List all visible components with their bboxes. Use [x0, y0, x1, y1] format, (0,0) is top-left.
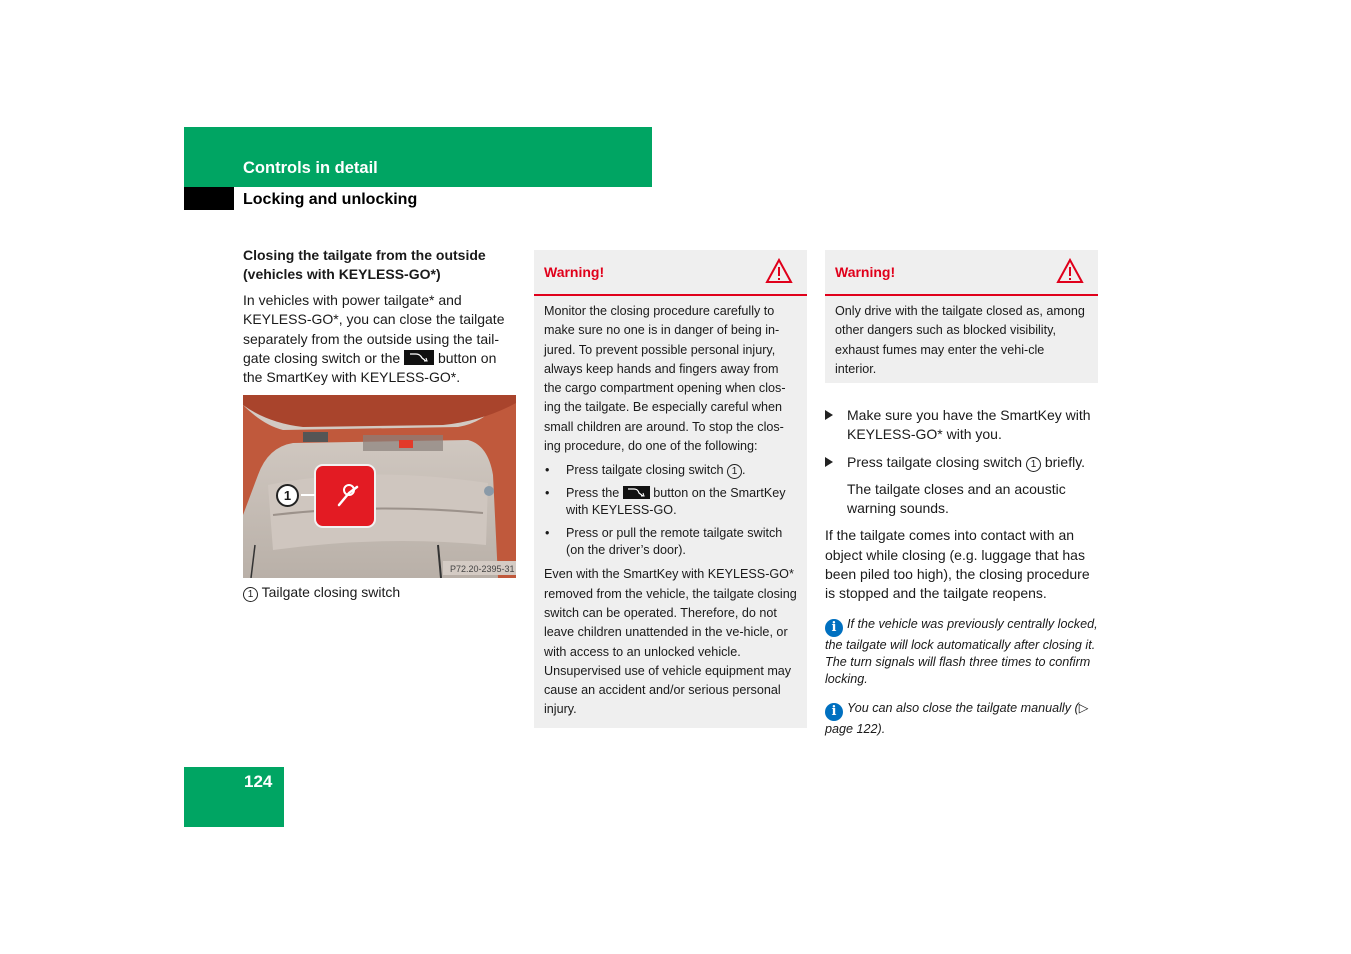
bullet1-number: 1 — [727, 464, 742, 479]
warning-box-2 — [825, 250, 1098, 383]
info-note-1 — [825, 616, 1100, 688]
step2-text: Press tailgate closing switch — [847, 453, 1023, 470]
section-heading-line1: Closing the tailgate from the outside — [243, 247, 486, 263]
left-column — [243, 246, 516, 602]
caption-number: 1 — [243, 587, 258, 602]
warning-header-2 — [825, 250, 1098, 296]
warning-text-2: Only drive with the tailgate closed as, among other dangers such as blocked visibility, exhaust fumes may enter the vehi-cle interior. — [835, 304, 1085, 376]
intro-text-2: button on the SmartKey with KEYLESS-GO*. — [243, 349, 497, 386]
subsection-title: Locking and unlocking — [243, 191, 418, 208]
bullet-item — [544, 462, 797, 479]
bullet-item — [544, 485, 797, 519]
step-arrow-icon — [825, 410, 833, 420]
warning-triangle-icon — [765, 258, 793, 284]
reopen-paragraph: If the tailgate comes into contact with an object while closing (e.g. luggage that has been piled too high), the closing procedure is stopped and the tailgate reopens. — [825, 527, 1090, 602]
step2-end: briefly. — [1044, 453, 1086, 470]
section-heading — [243, 246, 516, 284]
bullet1-text: Press tailgate closing switch — [566, 463, 724, 478]
step-arrow-icon — [825, 457, 833, 467]
figure-code: P72.20-2395-31 — [450, 564, 515, 575]
intro-text-1: In vehicles with power tailgate* and KEYLESS-GO*, you can close the tailgate separately from the outside using the tail-gate closing switch or the — [243, 292, 505, 366]
intro-paragraph — [243, 291, 516, 387]
warning-body-2 — [825, 296, 1098, 387]
info-icon: i — [825, 703, 843, 721]
step1-text: Make sure you have the SmartKey with KEYLESS-GO* with you. — [847, 407, 1091, 443]
tailgate-key-icon — [404, 350, 434, 365]
warning-triangle-icon — [1056, 258, 1084, 284]
note2-text[interactable]: You can also close the tailgate manually (▷ page 122). — [825, 700, 1089, 736]
info-note-2 — [825, 700, 1100, 738]
figure-callout-1: 1 — [276, 484, 299, 507]
section-tab-marker — [184, 187, 234, 210]
bullet-item: • Press or pull the remote tailgate switch (on the driver’s door). — [544, 525, 797, 559]
step2-result: The tailgate closes and an acoustic warning sounds. — [847, 480, 1066, 517]
bullet2-text: Press the — [566, 486, 620, 501]
note1-text: If the vehicle was previously centrally locked, the tailgate will lock automatically after closing it. The turn signals will flash three times to confirm locking. — [825, 616, 1098, 686]
warning-closing-text: Even with the SmartKey with KEYLESS-GO* removed from the vehicle, the tailgate closing switch can be operated. Therefore, do not leave children unattended in the ve-hicle, or with access to an unlocked vehicle. Unsupervised use of vehicle equipment may cause an accident and/or serious personal injury. — [544, 567, 797, 717]
right-column — [825, 398, 1100, 738]
bullet2-end: button on the SmartKey with KEYLESS-GO. — [566, 486, 786, 518]
tailgate-key-icon — [623, 486, 650, 499]
warning-label-1: Warning! — [544, 264, 605, 280]
warning-bullet-list — [544, 462, 797, 559]
figure-caption — [243, 583, 516, 602]
header-band — [184, 127, 652, 187]
caption-text: Tailgate closing switch — [261, 584, 401, 601]
warning-text-1: Monitor the closing procedure carefully to make sure no one is in danger of being in-jured. To prevent possible personal injury, always keep hands and fingers away from the cargo compartment opening when clos-ing the tailgate. Be especially careful when small children are around. To stop the clos-ing procedure, do one of the following: — [544, 304, 786, 454]
step-2 — [825, 453, 1100, 472]
info-icon: i — [825, 619, 843, 637]
step-1 — [825, 406, 1100, 445]
section-title: Controls in detail — [243, 159, 378, 177]
section-heading-line2: (vehicles with KEYLESS-GO*) — [243, 266, 441, 282]
warning-body-1 — [534, 296, 807, 728]
warning-header-1 — [534, 250, 807, 296]
warning-label-2: Warning! — [835, 264, 896, 280]
bullet1-end: . — [742, 463, 746, 478]
step2-number: 1 — [1026, 457, 1041, 472]
tailgate-photo — [243, 395, 516, 578]
warning-box-1 — [534, 250, 807, 728]
page-number: 124 — [244, 772, 273, 791]
